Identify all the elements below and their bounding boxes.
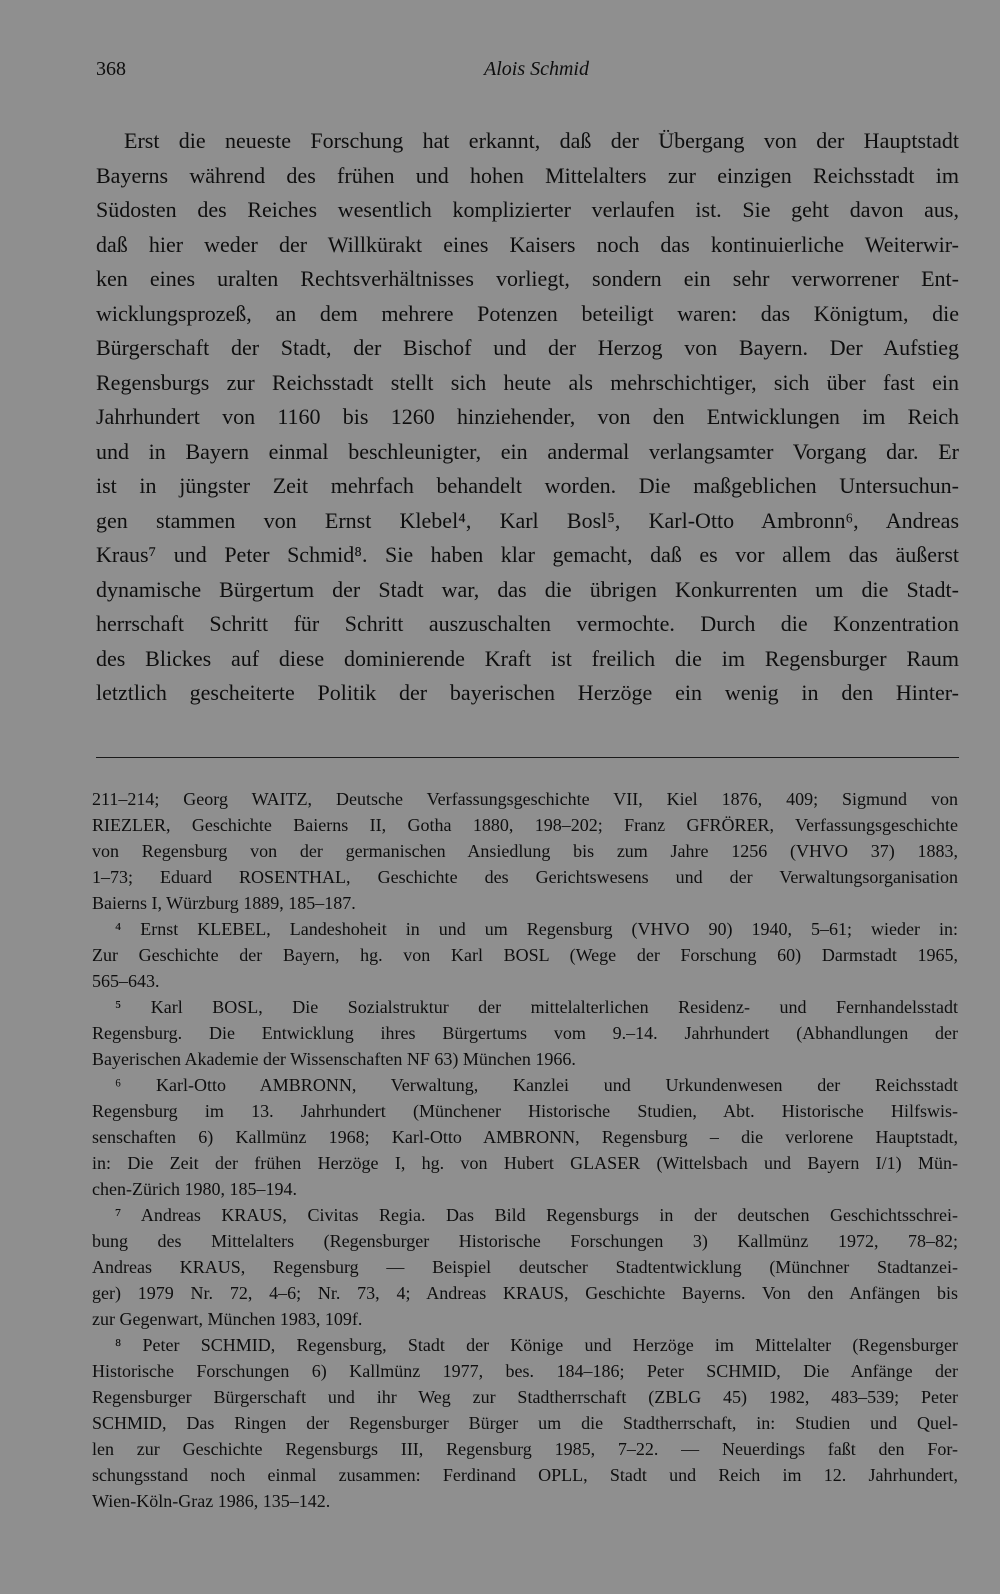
text-line: dynamische Bürgertum der Stadt war, das die übrigen Konkurrenten um die Stadt- bbox=[96, 576, 959, 602]
footnote-line: bung des Mittelalters (Regensburger Historische Forschungen 3) Kallmünz 1972, 78–82; bbox=[92, 1231, 958, 1251]
text-line: Regensburgs zur Reichsstadt stellt sich heute als mehrschichtiger, sich über fast ein bbox=[96, 369, 959, 395]
footnote-line: ⁵ Karl BOSL, Die Sozialstruktur der mittelalterlichen Residenz- und Fernhandelsstadt bbox=[115, 997, 958, 1017]
text-line: des Blickes auf diese dominierende Kraft ist freilich die im Regensburger Raum bbox=[96, 645, 959, 671]
footnote-line: Regensburger Bürgerschaft und ihr Weg zur Stadtherrschaft (ZBLG 45) 1982, 483–539; Peter bbox=[92, 1387, 958, 1407]
text-line: Jahrhundert von 1160 bis 1260 hinziehender, von den Entwicklungen im Reich bbox=[96, 404, 959, 429]
footnote-7 bbox=[92, 1202, 958, 1332]
footnote-line: Andreas KRAUS, Regensburg — Beispiel deutscher Stadtentwicklung (Münchner Stadtanzei- bbox=[92, 1257, 958, 1277]
footnote-line: ⁶ Karl-Otto AMBRONN, Verwaltung, Kanzlei und Urkundenwesen der Reichsstadt bbox=[115, 1075, 958, 1095]
footnote-separator-rule bbox=[96, 757, 959, 758]
footnote-4 bbox=[92, 916, 958, 994]
text-line: Bürgerschaft der Stadt, der Bischof und der Herzog von Bayern. Der Aufstieg bbox=[96, 335, 959, 360]
footnote-line: von Regensburg von der germanischen Ansiedlung bis zum Jahre 1256 (VHVO 37) 1883, bbox=[92, 841, 958, 861]
footnote-line: zur Gegenwart, München 1983, 109f. bbox=[92, 1309, 363, 1329]
body-paragraph bbox=[96, 124, 959, 711]
footnote-line: SCHMID, Das Ringen der Regensburger Bürger um die Stadtherrschaft, in: Studien und Quel- bbox=[92, 1413, 958, 1433]
footnote-line: Wien-Köln-Graz 1986, 135–142. bbox=[92, 1491, 331, 1511]
footnote-line: len zur Geschichte Regensburgs III, Regensburg 1985, 7–22. — Neuerdings faßt den For- bbox=[92, 1439, 958, 1459]
text-line: herrschaft Schritt für Schritt auszuschalten vermochte. Durch die Konzentration bbox=[96, 611, 959, 636]
footnote-6 bbox=[92, 1072, 958, 1202]
footnote-line: ger) 1979 Nr. 72, 4–6; Nr. 73, 4; Andreas KRAUS, Geschichte Bayerns. Von den Anfängen bis bbox=[92, 1283, 958, 1303]
text-line: wicklungsprozeß, an dem mehrere Potenzen beteiligt waren: das Königtum, die bbox=[96, 300, 959, 326]
footnote-line: Historische Forschungen 6) Kallmünz 1977, bes. 184–186; Peter SCHMID, Die Anfänge der bbox=[92, 1361, 958, 1381]
footnote-line: chen-Zürich 1980, 185–194. bbox=[92, 1179, 297, 1199]
text-line: ken eines uralten Rechtsverhältnisses vorliegt, sondern ein sehr verworrener Ent- bbox=[96, 266, 959, 291]
running-head: Alois Schmid bbox=[484, 58, 589, 80]
footnote-line: senschaften 6) Kallmünz 1968; Karl-Otto AMBRONN, Regensburg – die verlorene Hauptstadt, bbox=[92, 1127, 958, 1147]
footnote-line: Bayerischen Akademie der Wissenschaften NF 63) München 1966. bbox=[92, 1049, 576, 1069]
footnote-line: 211–214; Georg WAITZ, Deutsche Verfassungsgeschichte VII, Kiel 1876, 409; Sigmund von bbox=[92, 789, 958, 809]
page-number: 368 bbox=[96, 58, 126, 80]
text-line: Südosten des Reiches wesentlich komplizierter verlaufen ist. Sie geht davon aus, bbox=[96, 197, 959, 222]
footnote-line: 565–643. bbox=[92, 971, 160, 991]
text-line: daß hier weder der Willkürakt eines Kaisers noch das kontinuierliche Weiterwir- bbox=[96, 231, 959, 257]
footnote-5 bbox=[92, 994, 958, 1072]
footnote-line: ⁸ Peter SCHMID, Regensburg, Stadt der Könige und Herzöge im Mittelalter (Regensburger bbox=[115, 1335, 958, 1355]
page-header bbox=[96, 58, 589, 86]
footnote-line: RIEZLER, Geschichte Baierns II, Gotha 1880, 198–202; Franz GFRÖRER, Verfassungsgeschichte bbox=[92, 815, 958, 835]
footnote-line: in: Die Zeit der frühen Herzöge I, hg. von Hubert GLASER (Wittelsbach und Bayern I/1) Mün- bbox=[92, 1153, 958, 1173]
footnote-8 bbox=[92, 1332, 958, 1514]
footnote-line: Baierns I, Würzburg 1889, 185–187. bbox=[92, 893, 356, 913]
text-line: ist in jüngster Zeit mehrfach behandelt worden. Die maßgeblichen Untersuchun- bbox=[96, 473, 959, 498]
footnote-line: schungsstand noch einmal zusammen: Ferdinand OPLL, Stadt und Reich im 12. Jahrhundert, bbox=[92, 1465, 958, 1485]
footnote-line: 1–73; Eduard ROSENTHAL, Geschichte des Gerichtswesens und der Verwaltungsorganisation bbox=[92, 867, 958, 887]
text-line: gen stammen von Ernst Klebel⁴, Karl Bosl⁵, Karl-Otto Ambronn⁶, Andreas bbox=[96, 507, 959, 533]
text-line: letztlich gescheiterte Politik der bayerischen Herzöge ein wenig in den Hinter- bbox=[96, 680, 959, 705]
text-line: Kraus⁷ und Peter Schmid⁸. Sie haben klar gemacht, daß es vor allem das äußerst bbox=[96, 542, 959, 567]
footnote-line: ⁴ Ernst KLEBEL, Landeshoheit in und um Regensburg (VHVO 90) 1940, 5–61; wieder in: bbox=[115, 919, 958, 939]
footnote-line: Regensburg. Die Entwicklung ihres Bürgertums vom 9.–14. Jahrhundert (Abhandlungen der bbox=[92, 1023, 958, 1043]
text-line: und in Bayern einmal beschleunigter, ein andermal verlangsamter Vorgang dar. Er bbox=[96, 438, 959, 464]
footnote-continuation bbox=[92, 786, 958, 916]
text-line: Erst die neueste Forschung hat erkannt, daß der Übergang von der Hauptstadt bbox=[124, 128, 959, 153]
footnotes bbox=[92, 786, 958, 1514]
text-line: Bayerns während des frühen und hohen Mittelalters zur einzigen Reichsstadt im bbox=[96, 162, 959, 188]
footnote-line: Zur Geschichte der Bayern, hg. von Karl BOSL (Wege der Forschung 60) Darmstadt 1965, bbox=[92, 945, 958, 965]
footnote-line: Regensburg im 13. Jahrhundert (Münchener Historische Studien, Abt. Historische Hilfswis- bbox=[92, 1101, 958, 1121]
footnote-line: ⁷ Andreas KRAUS, Civitas Regia. Das Bild Regensburgs in der deutschen Geschichtsschrei- bbox=[115, 1205, 958, 1225]
